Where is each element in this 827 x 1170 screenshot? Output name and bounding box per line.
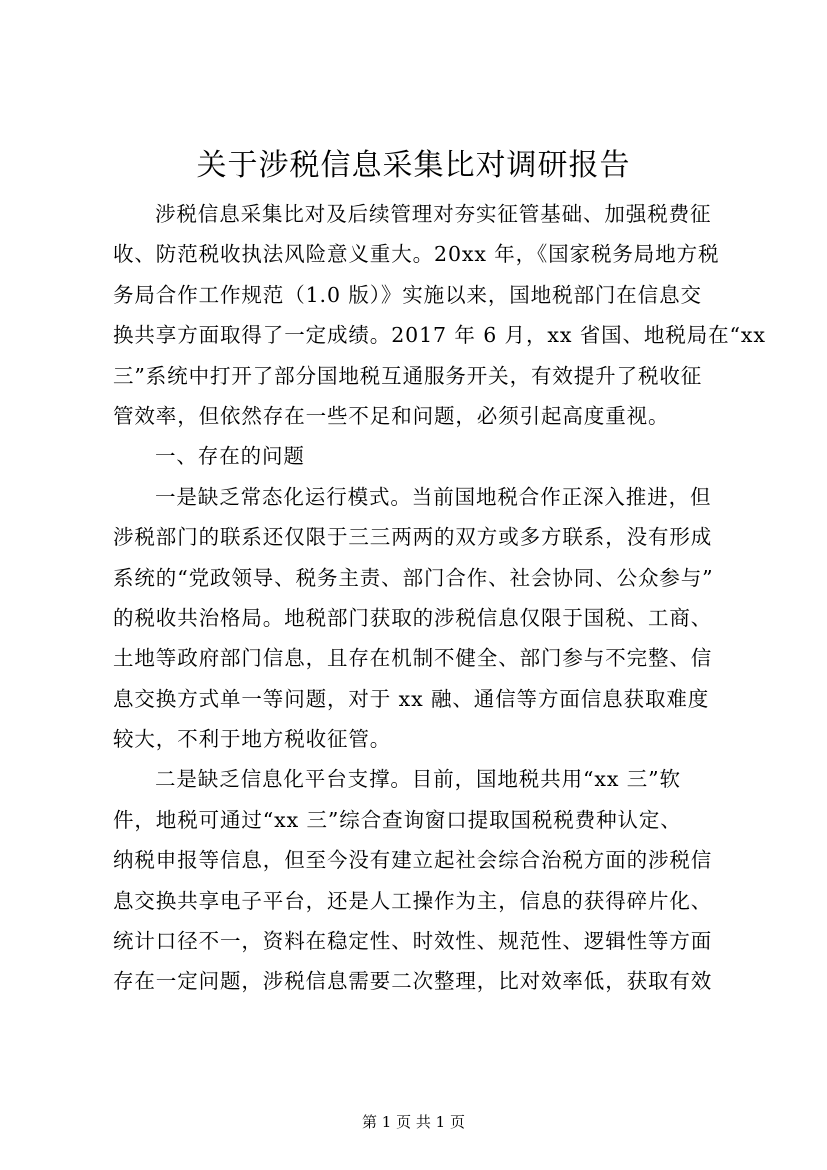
text-line: 土地等政府部门信息，且存在机制不健全、部门参与不完整、信 xyxy=(113,646,713,671)
text-line: 收、防范税收执法风险意义重大。20xx 年，《国家税务局地方税 xyxy=(113,242,720,267)
text-line: 管效率，但依然存在一些不足和问题，必须引起高度重视。 xyxy=(113,403,670,428)
text-line: 件，地税可通过“xx 三”综合查询窗口提取国税税费种认定、 xyxy=(113,807,682,832)
text-line: 涉税部门的联系还仅限于三三两两的双方或多方联系，没有形成 xyxy=(113,525,713,550)
text-line: 较大，不利于地方税收征管。 xyxy=(113,727,392,752)
text-line: 系统的“党政领导、税务主责、部门合作、社会协同、公众参与” xyxy=(113,565,714,590)
text-line: 息交换方式单一等问题，对于 xx 融、通信等方面信息获取难度 xyxy=(113,686,710,711)
text-line: 存在一定问题，涉税信息需要二次整理，比对效率低，获取有效 xyxy=(113,969,713,994)
text-line: 一是缺乏常态化运行模式。当前国地税合作正深入推进，但 xyxy=(155,484,712,509)
text-line: 换共享方面取得了一定成绩。2017 年 6 月，xx 省国、地税局在“xx xyxy=(113,323,766,348)
section-heading: 一、存在的问题 xyxy=(155,444,305,469)
text-line: 息交换共享电子平台，还是人工操作为主，信息的获得碎片化、 xyxy=(113,888,713,913)
document-body xyxy=(113,194,766,1002)
text-line: 的税收共治格局。地税部门获取的涉税信息仅限于国税、工商、 xyxy=(113,605,713,630)
text-line: 二是缺乏信息化平台支撑。目前，国地税共用“xx 三”软 xyxy=(155,767,681,792)
text-line: 涉税信息采集比对及后续管理对夯实征管基础、加强税费征 xyxy=(155,202,712,226)
document-title: 关于涉税信息采集比对调研报告 xyxy=(196,148,631,183)
text-line: 纳税申报等信息，但至今没有建立起社会综合治税方面的涉税信 xyxy=(113,848,713,873)
page-number-footer: 第 1 页 共 1 页 xyxy=(362,1113,465,1131)
text-line: 三”系统中打开了部分国地税互通服务开关，有效提升了税收征 xyxy=(113,363,703,388)
text-line: 务局合作工作规范（1.0 版）》实施以来，国地税部门在信息交 xyxy=(113,282,702,307)
text-line: 统计口径不一，资料在稳定性、时效性、规范性、逻辑性等方面 xyxy=(113,929,713,954)
